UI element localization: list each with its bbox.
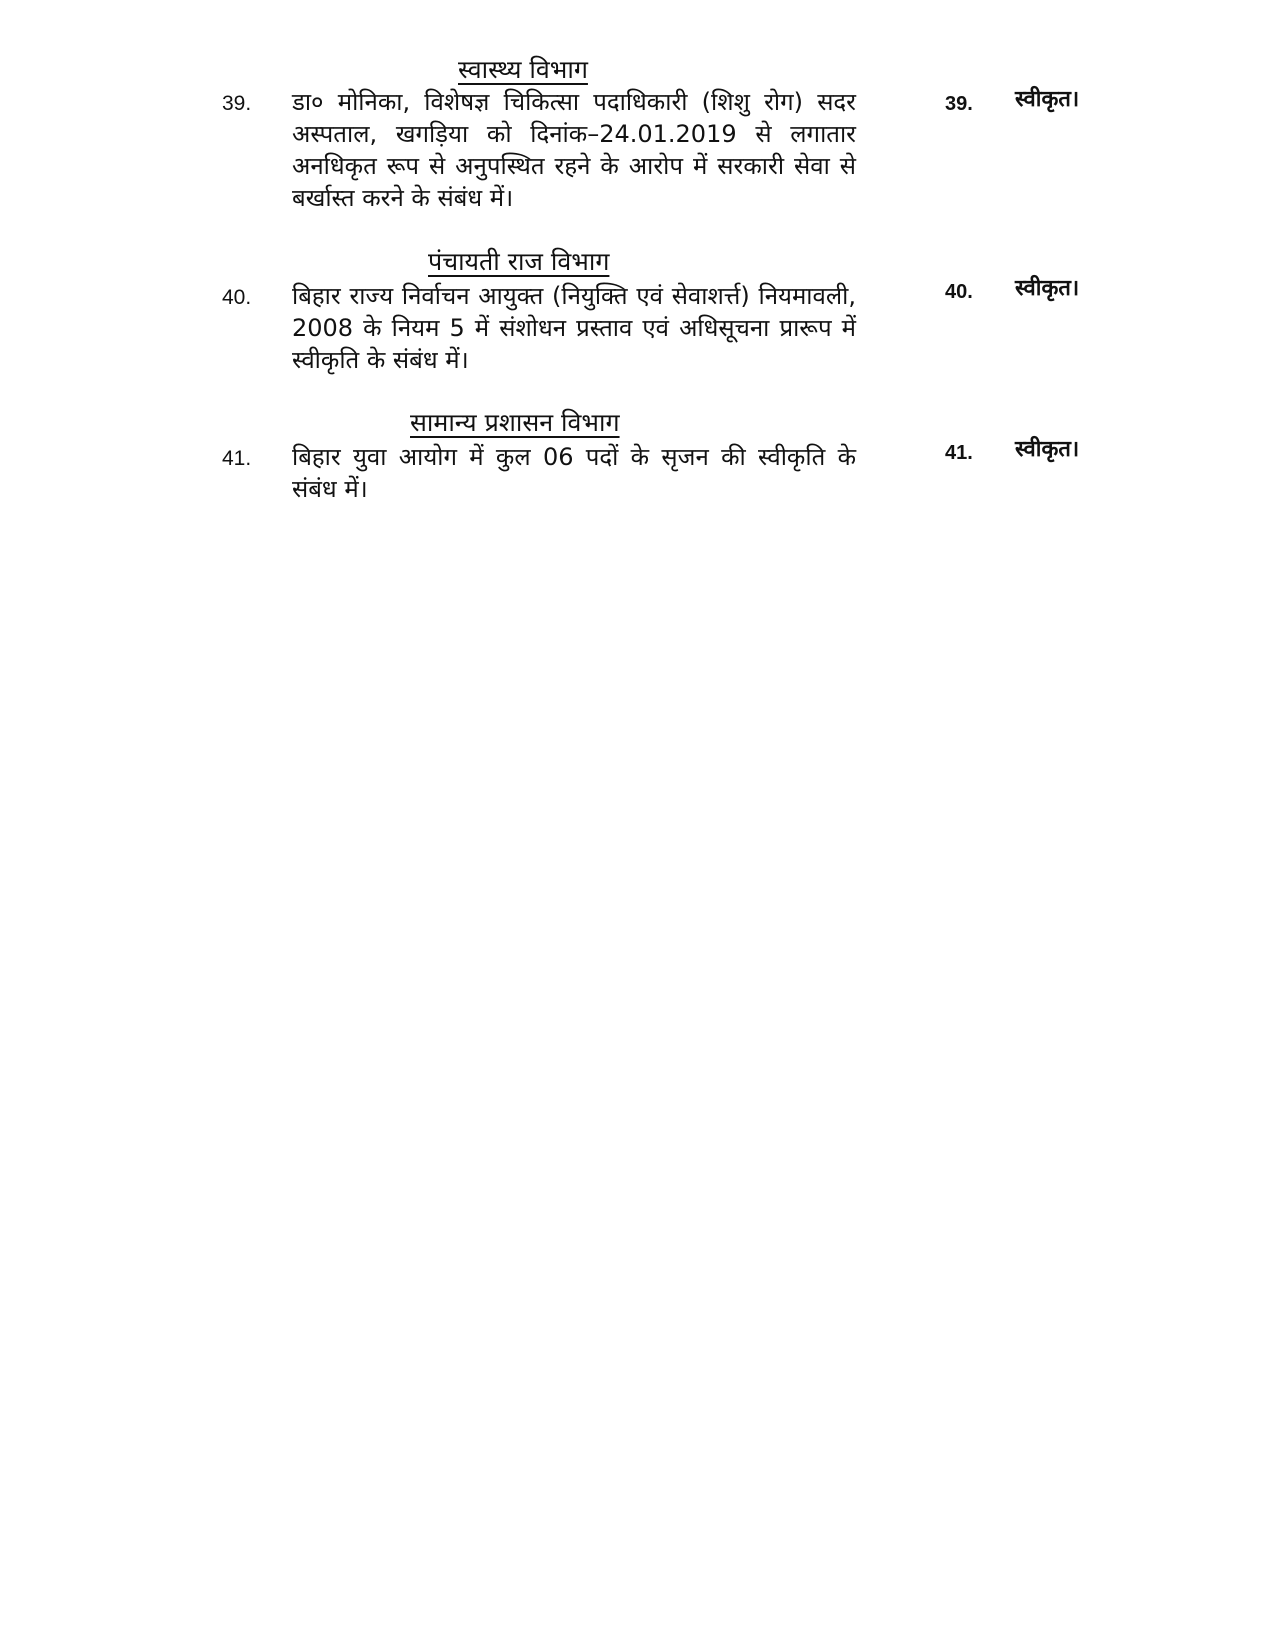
- department-heading: स्वास्थ्य विभाग: [458, 55, 588, 84]
- item-number: 41.: [222, 447, 252, 470]
- decision-status: स्वीकृत।: [1015, 87, 1080, 112]
- decision-status: स्वीकृत।: [1015, 437, 1080, 462]
- item-description: बिहार युवा आयोग में कुल 06 पदों के सृजन की स्वीकृति के संबंध में।: [292, 443, 856, 503]
- item-number: 40.: [222, 286, 252, 309]
- department-heading: पंचायती राज विभाग: [428, 247, 610, 276]
- decision-status: स्वीकृत।: [1015, 276, 1080, 301]
- decision-number: 41.: [945, 442, 973, 464]
- department-heading: सामान्य प्रशासन विभाग: [410, 408, 620, 437]
- item-number: 39.: [222, 92, 252, 115]
- decision-number: 39.: [945, 93, 973, 115]
- item-description: डा० मोनिका, विशेषज्ञ चिकित्सा पदाधिकारी (शिशु रोग) सदर अस्पताल, खगड़िया को दिनांक–24.01.2019 से लगातार अनधिकृत रूप से अनुपस्थित रहने के आरोप में सरकारी सेवा से बर्खास्त करने के संबंध में।: [292, 88, 856, 212]
- decision-number: 40.: [945, 281, 973, 303]
- item-description: बिहार राज्य निर्वाचन आयुक्त (नियुक्ति एवं सेवाशर्त्त) नियमावली, 2008 के नियम 5 में संशोधन प्रस्ताव एवं अधिसूचना प्रारूप में स्वीकृति के संबंध में।: [292, 282, 856, 374]
